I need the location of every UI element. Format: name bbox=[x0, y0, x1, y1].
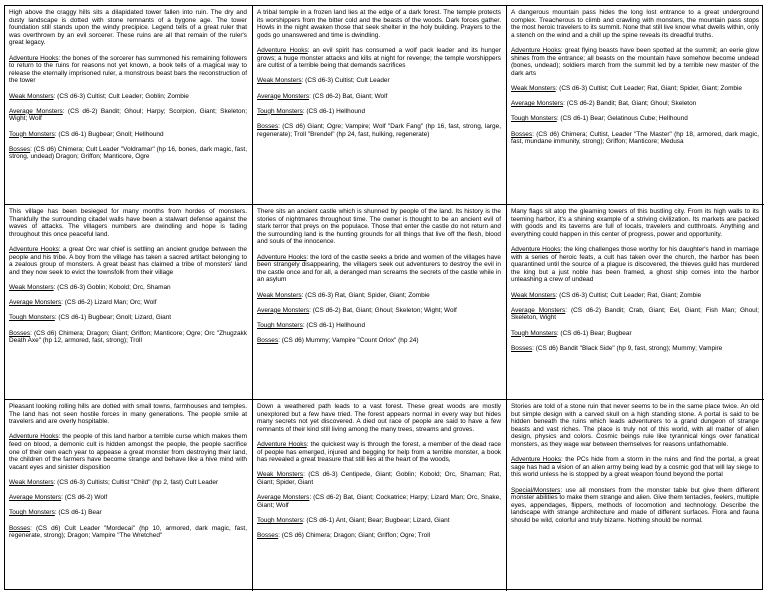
weak-monsters-text: : (CS d6-3) Goblin; Kobold; Orc, Shaman bbox=[53, 283, 171, 291]
bosses-label: Bosses bbox=[511, 344, 533, 352]
bosses-text: : (CS d6) Cult Leader "Mordecai" (hp 10, armored, dark magic, fast, regenerate, strong); Dragon; Vampire "The Wretched" bbox=[9, 524, 247, 540]
adventure-hooks-text: : the PCs hide from a storm in the ruins and find the portal, a great sage has had a vision of an alien army being lead by a cosmic god that will lay siege to this world unless he is stopped by a great weapon found beyond the portal bbox=[511, 456, 759, 479]
bosses-label: Bosses bbox=[9, 329, 31, 337]
encounter-cell-frozen-temple bbox=[253, 6, 507, 205]
adventure-hooks-text: : an evil spirit has consumed a wolf pack leader and its hunger grows; a huge monster attacks and kills at night for revenge; the temple worshippers are cultist of a terrible being that demands sacrifices bbox=[257, 46, 501, 70]
bosses bbox=[257, 337, 501, 345]
encounter-cell-besieged-village bbox=[5, 205, 253, 400]
tough-monsters-label: Tough Monsters bbox=[257, 321, 303, 329]
tough-monsters-text: : (CS d6-1) Bear bbox=[54, 509, 102, 517]
tough-monsters-label: Tough Monsters bbox=[9, 314, 55, 322]
adventure-hooks-text: : the people of this land harbor a terrible curse which makes them feed on blood, a demonic cult is hidden amongst the people, the people sacrifice one of their own each year to appease a great monster from destroying their land, the children of the farmers have become strange and behave like a hive mind with vacant eyes and sinister disposition bbox=[9, 433, 247, 471]
average-monsters bbox=[511, 100, 759, 108]
bosses-text: : (CS d6) Chimera; Cultist, Leader "The Master" (hp 18, armored, dark magic, fast, mundane immunity, strong); Griffon; Manticore; Medusa bbox=[511, 130, 759, 146]
adventure-hooks bbox=[511, 456, 759, 479]
bosses-label: Bosses bbox=[511, 130, 533, 138]
adventure-hooks-label: Adventure Hooks bbox=[9, 433, 59, 441]
tough-monsters-label: Tough Monsters bbox=[9, 509, 55, 517]
weak-monsters-label: Weak Monsters bbox=[511, 291, 556, 299]
encounter-cell-mountain-pass bbox=[507, 6, 764, 205]
tough-monsters bbox=[511, 115, 759, 123]
bosses-label: Bosses bbox=[9, 524, 31, 532]
cell-description: Stories are told of a stone ruin that never seems to be in the same place twice. An old but simple design with a carved skull on a high standing stone. A portal is said to be hidden beneath the ruins which leads adventurers to a grand dungeon of strange beasts and vast riches. The place is truly not of this world, with all matter of alien design, physics and colors. Cosmic beings rule like tyrannical kings over fanatical monsters, as they wage war between themselves for reasons unfathomable. bbox=[511, 403, 759, 448]
special-monsters-label: Special/Monsters bbox=[511, 486, 561, 494]
weak-monsters bbox=[257, 471, 501, 486]
adventure-hooks bbox=[9, 55, 247, 85]
average-monsters-text: : (CS d6-2) Lizard Man; Orc; Wolf bbox=[61, 299, 157, 307]
adventure-hooks-label: Adventure Hooks bbox=[9, 54, 59, 62]
tough-monsters-text: : (CS d6-1) Ant, Giant; Bear; Bugbear; Lizard, Giant bbox=[302, 516, 450, 524]
average-monsters bbox=[9, 299, 247, 307]
weak-monsters bbox=[9, 479, 247, 487]
average-monsters-text: : (CS d6-2) Bat, Giant; Ghoul; Skeleton; Wight; Wolf bbox=[309, 306, 457, 314]
average-monsters-label: Average Monsters bbox=[257, 92, 310, 100]
bosses-text: : (CS d6) Chimera; Dragon; Giant; Griffon; Ogre; Troll bbox=[278, 532, 431, 540]
tough-monsters-label: Tough Monsters bbox=[9, 130, 55, 138]
encounter-grid bbox=[4, 5, 763, 590]
encounter-cell-ruined-tower bbox=[5, 6, 253, 205]
cell-description: This village has been besieged for many months from hordes of monsters. Thankfully the surrounding citadel walls have been a stalwart defense against the waves of attacks. The villagers numbers are dwindling and hope is fading throughout this once peaceful land. bbox=[9, 208, 247, 238]
bosses-label: Bosses bbox=[9, 145, 31, 153]
cell-description: A dangerous mountain pass hides the long lost entrance to a great underground complex. Treacherous to climb and crawling with monsters, the mountain pass stops the most heroic travelers to its summit. None that still live know what dwells within, only a stench on the wind and a chill up the spine reveals its dreadful truths. bbox=[511, 9, 759, 39]
adventure-hooks-label: Adventure Hooks bbox=[257, 46, 308, 54]
tough-monsters bbox=[257, 322, 501, 330]
special-monsters-text: : use all monsters from the monster table but give them different monster abilities to make them strange and alien. Give them tentacles, feelers, multiple eyes, appendages, flippers, methods of locomotion and technology. Describe the landscape with strange architecture and made of different surfaces. Flora and fauna should be wild, colorful and truly bizarre. Nothing should be normal. bbox=[511, 486, 759, 524]
cell-description: A tribal temple in a frozen land lies at the edge of a dark forest. The temple protects its worshippers from the bitter cold and the beasts of the woods. Dark forces gather. Howls in the night awaken those that seek shelter in the holy building. Prayers to the gods go unanswered and time is dwindling. bbox=[257, 9, 501, 39]
adventure-hooks-text: : the bones of the sorcerer has summoned his remaining followers to return to the ruins for reasons not yet known, a book tells of a magical way to release the eternally imprisoned ruler, a monstrous beast bars the reconstruction of the tower bbox=[9, 54, 247, 85]
average-monsters bbox=[257, 307, 501, 315]
weak-monsters-text: : (CS d6-3) Cultist; Cult Leader; Rat, Giant; Spider, Giant; Zombie bbox=[555, 84, 743, 92]
average-monsters bbox=[9, 494, 247, 502]
average-monsters-text: : (CS d6-2) Bandit; Crab, Giant; Eel, Giant; Fish Man; Ghoul; Skeleton, Wight bbox=[511, 306, 759, 322]
adventure-hooks bbox=[257, 441, 501, 464]
weak-monsters bbox=[257, 292, 501, 300]
tough-monsters-text: : (CS d6-1) Hellhound bbox=[302, 107, 366, 115]
adventure-hooks-text: : the king challenges those worthy for his daughter's hand in marriage with a series of heroic feats, a cult has taken over the church, the harbor has been quarantined until the source of a plague is discovered, the thieves guild has murdered the king but a just noble has been framed, a ghost ship comes into the harbor unleashing a crew of undead bbox=[511, 245, 759, 284]
weak-monsters bbox=[511, 85, 759, 93]
average-monsters-text: : (CS d6-2) Bandit; Bat, Giant; Ghoul; Skeleton bbox=[563, 100, 697, 108]
encounter-cell-rolling-hills bbox=[5, 400, 253, 591]
weak-monsters bbox=[9, 284, 247, 292]
bosses bbox=[9, 330, 247, 345]
tough-monsters-label: Tough Monsters bbox=[257, 516, 303, 524]
tough-monsters bbox=[9, 131, 247, 139]
tough-monsters-text: : (CS d6-1) Hellhound bbox=[302, 321, 366, 329]
tough-monsters-label: Tough Monsters bbox=[257, 107, 303, 115]
weak-monsters bbox=[9, 93, 247, 101]
average-monsters bbox=[9, 108, 247, 123]
bosses-text: : (CS d6) Bandit "Black Side" (hp 9, fast, strong); Mummy; Vampire bbox=[532, 344, 723, 352]
tough-monsters bbox=[257, 108, 501, 116]
adventure-hooks-label: Adventure Hooks bbox=[511, 245, 561, 253]
weak-monsters-text: : (CS d6-3) Cultist; Cult Leader; Goblin; Zombie bbox=[53, 92, 189, 100]
average-monsters-label: Average Monsters bbox=[9, 107, 63, 115]
weak-monsters bbox=[511, 292, 759, 300]
adventure-hooks-label: Adventure Hooks bbox=[9, 245, 59, 253]
bosses bbox=[511, 345, 759, 353]
adventure-hooks-text: : a great Orc war chief is settling an ancient grudge between the people and his tribe. A boy from the village has taken a sacred artifact belonging to a zealous group of monsters. A great beast has claimed a tribe of monsters' land and they now seek to evict the townsfolk from their village bbox=[9, 245, 247, 276]
tough-monsters-text: : (CS d6-1) Bugbear; Gnoll; Lizard, Giant bbox=[54, 314, 172, 322]
special-monsters bbox=[511, 487, 759, 525]
bosses-text: : (CS d6) Chimera; Dragon; Giant; Griffon; Manticore; Ogre; Orc "Zhugzakk Death Axe" (hp 12, armored, fast, strong); Troll bbox=[9, 329, 247, 345]
bosses bbox=[511, 131, 759, 146]
tough-monsters-text: : (CS d6-1) Bear; Gelatinous Cube; Hellhound bbox=[556, 115, 688, 123]
weak-monsters-label: Weak Monsters bbox=[9, 283, 54, 291]
bosses bbox=[9, 525, 247, 540]
average-monsters-text: : (CS d6-2) Bat, Giant; Wolf bbox=[309, 92, 388, 100]
weak-monsters bbox=[257, 77, 501, 85]
weak-monsters-label: Weak Monsters bbox=[9, 478, 54, 486]
tough-monsters-label: Tough Monsters bbox=[511, 115, 557, 123]
weak-monsters-text: : (CS d6-3) Centipede, Giant; Goblin; Kobold; Orc, Shaman; Rat, Giant; Spider, Giant bbox=[257, 471, 501, 486]
weak-monsters-label: Weak Monsters bbox=[257, 77, 302, 85]
tough-monsters bbox=[257, 517, 501, 525]
cell-description: Many flags sit atop the gleaming towers of this bustling city. From its high walls to its teeming harbor, it's a shining example of a striving civilization. Its markets are packed with goods and its taverns are full of locals, travelers and cutthroats. Anything and everything could happen in this center of progress, power and opportunity. bbox=[511, 208, 759, 238]
adventure-hooks bbox=[257, 47, 501, 70]
tough-monsters-text: : (CS d6-1) Bugbear; Gnoll; Hellhound bbox=[54, 130, 164, 138]
cell-description: There sits an ancient castle which is shunned by people of the land. Its history is the stories of nightmares throughout time. The owner is thought to be an ancient evil of stark terror that preys on the populace. Those that enter the castle do not return and the surrounding land is the hunting grounds for all things that live off the flesh, blood and souls of the innocence. bbox=[257, 208, 501, 246]
adventure-hooks bbox=[9, 246, 247, 276]
weak-monsters-label: Weak Monsters bbox=[257, 291, 302, 299]
adventure-hooks-text: : the lord of the castle seeks a bride and women of the villages have been strangely disappearing, the villagers seek out adventurers to destroy the evil in the castle once and for all, a deranged man screams the secrets of the castle while in an asylum bbox=[257, 253, 501, 284]
adventure-hooks-label: Adventure Hooks bbox=[511, 456, 562, 464]
encounter-cell-ancient-castle bbox=[253, 205, 507, 400]
bosses-label: Bosses bbox=[257, 122, 279, 130]
bosses-text: : (CS d6) Mummy; Vampire "Count Orlox" (hp 24) bbox=[278, 337, 419, 345]
bosses-label: Bosses bbox=[257, 532, 279, 540]
average-monsters-label: Average Monsters bbox=[9, 299, 62, 307]
average-monsters-label: Average Monsters bbox=[257, 306, 310, 314]
tough-monsters bbox=[9, 509, 247, 517]
average-monsters-label: Average Monsters bbox=[9, 494, 62, 502]
average-monsters bbox=[257, 494, 501, 509]
average-monsters-label: Average Monsters bbox=[511, 306, 566, 314]
cell-description: Pleasant looking rolling hills are dotted with small towns, farmhouses and temples. The land has not seen hostile forces in many generations. The people smile at travelers and are overly hospitable. bbox=[9, 403, 247, 426]
adventure-hooks bbox=[511, 47, 759, 77]
weak-monsters-text: : (CS d6-3) Cultist; Cult Leader; Rat, Giant; Zombie bbox=[555, 291, 702, 299]
average-monsters bbox=[511, 307, 759, 322]
bosses-text: : (CS d6) Giant; Ogre; Vampire; Wolf "Dark Fang" (hp 16, fast, strong, large, regenerate); Troll "Brendel" (hp 24, fast, hulking, regenerate) bbox=[257, 122, 501, 138]
adventure-hooks-label: Adventure Hooks bbox=[257, 253, 307, 261]
encounter-cell-bustling-city bbox=[507, 205, 764, 400]
tough-monsters bbox=[9, 314, 247, 322]
adventure-hooks-text: : great flying beasts have been spotted at the summit; an eerie glow shines from the entrance; all beasts on the mountain have somehow become undead (bones, undead); soldiers march from the summit led by a terrible new master of the dark arts bbox=[511, 46, 759, 77]
adventure-hooks bbox=[257, 254, 501, 284]
average-monsters bbox=[257, 93, 501, 101]
average-monsters-text: : (CS d6-2) Bandit; Ghoul; Harpy; Scorpion, Giant; Skeleton; Wight; Wolf bbox=[9, 107, 247, 123]
average-monsters-text: : (CS d6-2) Wolf bbox=[61, 494, 108, 502]
bosses bbox=[257, 532, 501, 540]
adventure-hooks-text: : the quickest way is through the forest, a member of the dead race of people has emerged, injured and begging for help from a terrible monster, a book has revealed a great treasure that still lies at the heart of the woods, bbox=[257, 440, 501, 464]
adventure-hooks bbox=[9, 433, 247, 471]
tough-monsters-label: Tough Monsters bbox=[511, 329, 557, 337]
cell-description: Down a weathered path leads to a vast forest. These great woods are mostly unexplored but a few have tried. The forest appears normal in every way but hides many secrets not yet discovered. A died out race of people are said to have a few remnants of their kind still living among the many trees, streams and groves. bbox=[257, 403, 501, 433]
adventure-hooks-label: Adventure Hooks bbox=[511, 46, 561, 54]
weak-monsters-text: : (CS d6-3) Cultist; Cult Leader bbox=[301, 77, 390, 85]
encounter-cell-vast-forest bbox=[253, 400, 507, 591]
weak-monsters-label: Weak Monsters bbox=[511, 84, 556, 92]
weak-monsters-label: Weak Monsters bbox=[9, 92, 54, 100]
bosses bbox=[9, 146, 247, 161]
tough-monsters-text: : (CS d6-1) Bear; Bugbear bbox=[556, 329, 632, 337]
weak-monsters-text: : (CS d6-3) Cultists; Cultist "Child" (hp 2, fast) Cult Leader bbox=[53, 478, 219, 486]
encounter-cell-stone-ruin-portal bbox=[507, 400, 764, 591]
average-monsters-label: Average Monsters bbox=[257, 494, 310, 502]
tough-monsters bbox=[511, 330, 759, 338]
cell-description: High above the craggy hills sits a dilapidated tower fallen into ruin. The dry and dusty landscape is dotted with stone remnants of a bygone age. The tower foundation still stands upon the windy precipice. Legend tells of a great ruler that was overthrown by an evil sorcerer. These ruins are all that remain of the ruler's great legacy. bbox=[9, 9, 247, 47]
bosses bbox=[257, 123, 501, 138]
average-monsters-label: Average Monsters bbox=[511, 100, 564, 108]
weak-monsters-label: Weak Monsters bbox=[257, 471, 304, 479]
bosses-text: : (CS d6) Chimera; Cult Leader "Voldramar" (hp 16, bones, dark magic, fast, strong, undead) Dragon; Griffon; Manticore, Ogre bbox=[9, 145, 247, 161]
adventure-hooks bbox=[511, 246, 759, 284]
bosses-label: Bosses bbox=[257, 337, 279, 345]
average-monsters-text: : (CS d6-2) Bat, Giant; Cockatrice; Harpy; Lizard Man; Orc, Snake, Giant; Wolf bbox=[257, 494, 501, 509]
weak-monsters-text: : (CS d6-3) Rat, Giant; Spider, Giant; Zombie bbox=[301, 291, 430, 299]
adventure-hooks-label: Adventure Hooks bbox=[257, 440, 307, 448]
